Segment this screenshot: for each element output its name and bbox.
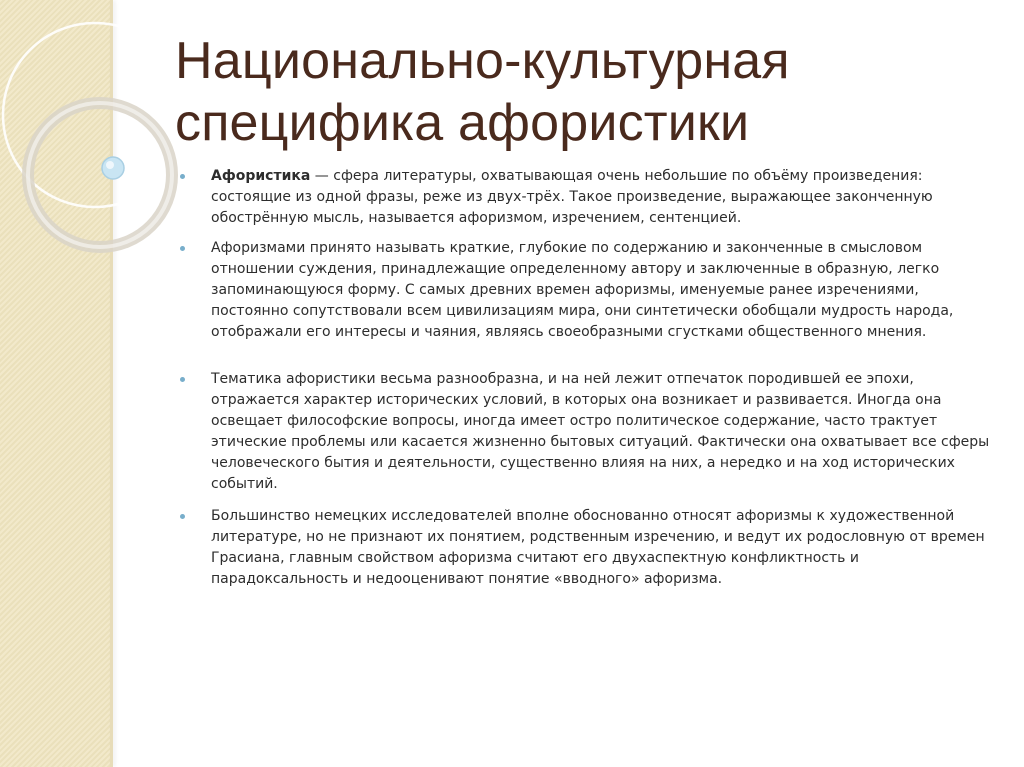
decorative-rings-graphic	[0, 0, 200, 260]
bullet-dot-icon	[180, 246, 185, 251]
bullet-item	[178, 506, 998, 590]
bullet-term: Афористика	[211, 168, 311, 184]
bullet-dot-icon	[180, 174, 185, 179]
bullet-text: Афоризмами принято называть краткие, глубокие по содержанию и законченные в смысловом отношении суждения, принадлежащие определенному автору и заключенные в образную, легко запоминающуюся форму. С самых древних времен афоризмы, именуемые ранее изречениями, постоянно сопутствовали всем цивилизациям мира, они синтетически обобщали мудрость народа, отображали его интересы и чаяния, являясь своеобразными сгустками общественного мнения.	[211, 240, 954, 340]
slide-title-line-2: специфика афористики	[175, 94, 750, 152]
bullet-item	[178, 166, 998, 229]
bullet-text: Большинство немецких исследователей вполне обоснованно относят афоризмы к художественной литературе, но не признают их понятием, родственным изречению, и ведут их родословную от времен Грасиана, главным свойством афоризма считают его двухаспектную конфликтность и парадоксальность и недооценивают понятие «вводного» афоризма.	[211, 508, 985, 587]
bullet-list	[178, 166, 998, 590]
slide-title	[175, 30, 995, 154]
bullet-text: Тематика афористики весьма разнообразна, и на ней лежит отпечаток породившей ее эпохи, отражается характер исторических условий, в которых она возникает и развивается. Иногда она освещает философские вопросы, иногда имеет остро политическое содержание, часто трактует этические проблемы или касается жизненно бытовых ситуаций. Фактически она охватывает все сферы человеческого бытия и деятельности, существенно влияя на них, а нередко и на ход исторических событий.	[211, 371, 990, 492]
bullet-item	[178, 238, 998, 343]
bullet-dot-icon	[180, 377, 185, 382]
bullet-item	[178, 369, 998, 495]
bullet-dot-icon	[180, 514, 185, 519]
bullet-text: — сфера литературы, охватывающая очень небольшие по объёму произведения: состоящие из одной фразы, реже из двух-трёх. Такое произведение, выражающее законченную обострённую мысль, называется афоризмом, изречением, сентенцией.	[211, 168, 933, 226]
slide-title-line-1: Национально-культурная	[175, 32, 790, 90]
